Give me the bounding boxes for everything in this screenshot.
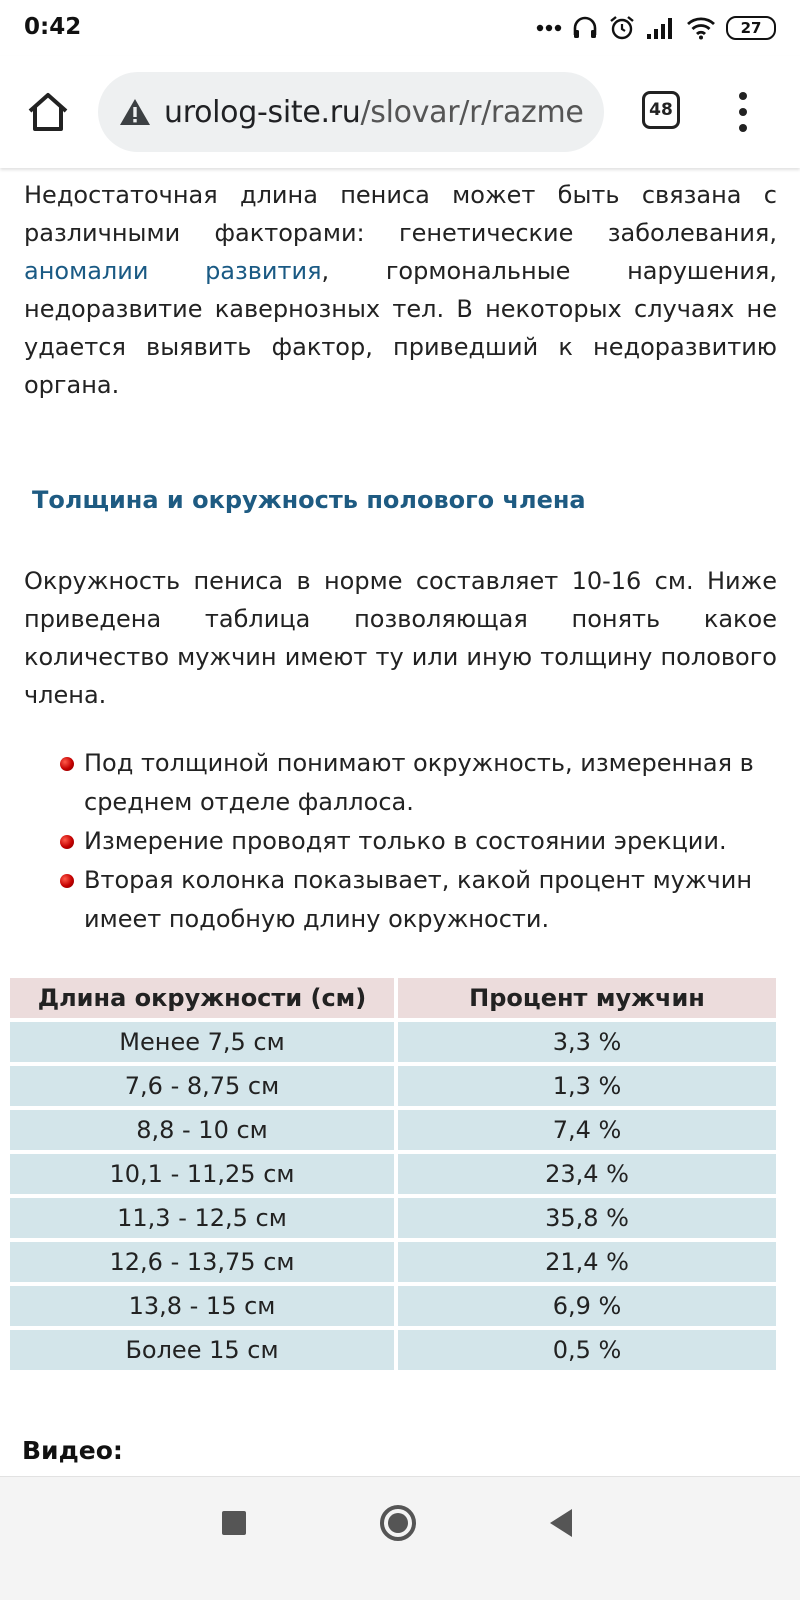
table-cell-girth: Менее 7,5 см [10, 1022, 394, 1062]
home-circle-icon [388, 1513, 408, 1533]
table-row [10, 1110, 776, 1150]
table-cell-girth: 10,1 - 11,25 см [10, 1154, 394, 1194]
intro-text-start: Недостаточная длина пениса может быть связана с различными факторами: генетические заболевания, [24, 181, 777, 247]
table-cell-percent: 3,3 % [398, 1022, 776, 1062]
bullet-icon [60, 757, 74, 771]
list-item-text: Измерение проводят только в состоянии эрекции. [84, 827, 727, 855]
more-options-button[interactable] [728, 86, 758, 138]
url-host: urolog-site.ru [164, 94, 361, 130]
table-cell-percent: 6,9 % [398, 1286, 776, 1326]
table-cell-girth: 13,8 - 15 см [10, 1286, 394, 1326]
status-icons [536, 12, 776, 44]
bullet-icon [60, 835, 74, 849]
list-item [60, 744, 790, 822]
list-item-text: Под толщиной понимают окружность, измеренная в среднем отделе фаллоса. [84, 749, 754, 816]
system-home-button[interactable] [380, 1505, 416, 1541]
bullet-icon [60, 874, 74, 888]
anomalies-link[interactable]: аномалии развития [24, 257, 322, 285]
table-cell-percent: 35,8 % [398, 1198, 776, 1238]
home-button[interactable] [22, 86, 74, 138]
table-cell-percent: 23,4 % [398, 1154, 776, 1194]
list-item [60, 861, 790, 939]
table-row [10, 1066, 776, 1106]
intro-paragraph [24, 176, 777, 404]
table-header-girth: Длина окружности (см) [10, 978, 394, 1018]
table-cell-percent: 7,4 % [398, 1110, 776, 1150]
table-row [10, 1198, 776, 1238]
menu-dot-icon [739, 92, 747, 100]
girth-paragraph: Окружность пениса в норме составляет 10-16 см. Ниже приведена таблица позволяющая понять какое количество мужчин имеют ту или иную толщину полового члена. [24, 567, 777, 709]
tab-switcher-button[interactable]: 48 [642, 91, 680, 129]
url-text[interactable] [164, 95, 584, 130]
headphones-icon [572, 15, 598, 41]
home-icon [26, 91, 70, 133]
bullet-list [60, 744, 790, 939]
table-row [10, 1242, 776, 1282]
back-button[interactable] [550, 1509, 572, 1537]
table-header-percent: Процент мужчин [398, 978, 776, 1018]
more-notifications-icon [536, 24, 562, 32]
status-time: 0:42 [24, 14, 82, 40]
recents-button[interactable] [222, 1511, 246, 1535]
table-cell-percent: 1,3 % [398, 1066, 776, 1106]
table-row [10, 1330, 776, 1370]
intro-text-end: , гормональные нарушения, недоразвитие кавернозных тел. В некоторых случаях не удается выявить фактор, приведший к недоразвитию органа. [24, 257, 777, 399]
table-cell-percent: 21,4 % [398, 1242, 776, 1282]
table-cell-girth: Более 15 см [10, 1330, 394, 1370]
table-cell-girth: 12,6 - 13,75 см [10, 1242, 394, 1282]
page-content [0, 168, 800, 1508]
browser-toolbar [0, 56, 800, 168]
address-bar[interactable] [98, 72, 604, 152]
table-row [10, 1154, 776, 1194]
table-cell-girth: 7,6 - 8,75 см [10, 1066, 394, 1106]
table-cell-girth: 8,8 - 10 см [10, 1110, 394, 1150]
signal-icon [646, 16, 676, 40]
alarm-icon [608, 14, 636, 42]
status-bar [0, 0, 800, 56]
url-path: /slovar/r/razme [360, 94, 584, 130]
not-secure-warning-icon[interactable] [118, 97, 152, 127]
wifi-icon [686, 16, 716, 40]
table-cell-percent: 0,5 % [398, 1330, 776, 1370]
battery-indicator: 27 [726, 16, 776, 40]
menu-dot-icon [739, 124, 747, 132]
table-row [10, 1022, 776, 1062]
system-nav-bar [0, 1476, 800, 1600]
menu-dot-icon [739, 108, 747, 116]
list-item [60, 822, 790, 861]
girth-table [6, 974, 780, 1374]
video-section-label: Видео: [22, 1436, 123, 1465]
table-cell-girth: 11,3 - 12,5 см [10, 1198, 394, 1238]
list-item-text: Вторая колонка показывает, какой процент мужчин имеет подобную длину окружности. [84, 866, 753, 933]
table-row [10, 1286, 776, 1326]
table-header-row [10, 978, 776, 1018]
section-title: Толщина и окружность полового члена [32, 486, 586, 514]
